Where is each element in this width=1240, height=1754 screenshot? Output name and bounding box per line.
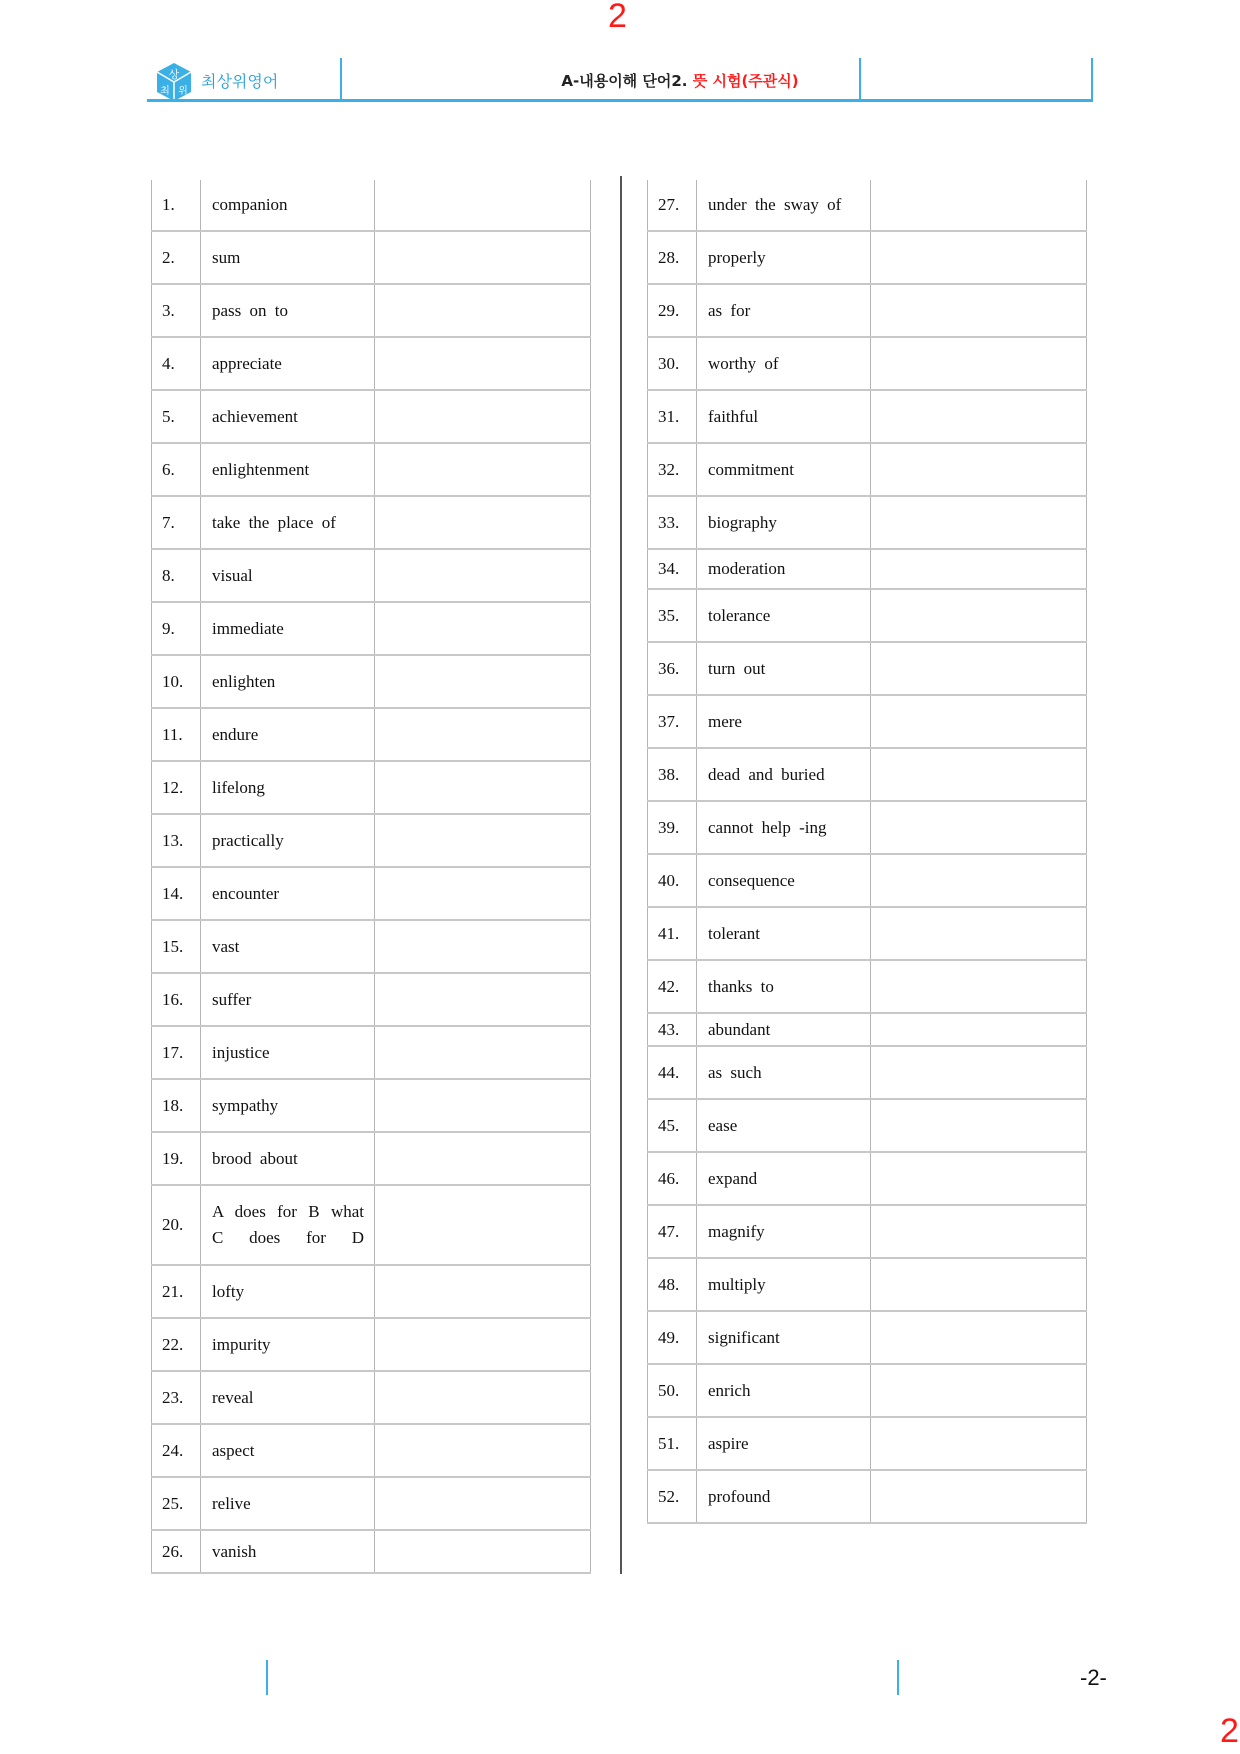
vocab-word: sympathy bbox=[201, 1079, 375, 1132]
table-row bbox=[648, 1417, 1087, 1470]
table-row bbox=[648, 231, 1087, 284]
item-number: 46. bbox=[648, 1152, 697, 1205]
answer-cell[interactable] bbox=[871, 1046, 1087, 1099]
table-row bbox=[152, 761, 591, 814]
answer-cell[interactable] bbox=[375, 1318, 591, 1371]
item-number: 3. bbox=[152, 284, 201, 337]
table-row bbox=[648, 1364, 1087, 1417]
table-row bbox=[152, 655, 591, 708]
vocab-word: faithful bbox=[697, 390, 871, 443]
table-row bbox=[152, 1185, 591, 1265]
item-number: 15. bbox=[152, 920, 201, 973]
table-row bbox=[648, 907, 1087, 960]
table-row bbox=[648, 1013, 1087, 1046]
answer-cell[interactable] bbox=[871, 960, 1087, 1013]
answer-cell[interactable] bbox=[375, 1530, 591, 1573]
brand-name: 최상위영어 bbox=[201, 72, 279, 91]
table-row bbox=[152, 1530, 591, 1573]
vocab-word: encounter bbox=[201, 867, 375, 920]
answer-cell[interactable] bbox=[375, 814, 591, 867]
table-row bbox=[152, 337, 591, 390]
item-number: 1. bbox=[152, 180, 201, 231]
footer-divider bbox=[897, 1660, 899, 1695]
item-number: 28. bbox=[648, 231, 697, 284]
answer-cell[interactable] bbox=[871, 1311, 1087, 1364]
table-row bbox=[152, 443, 591, 496]
item-number: 29. bbox=[648, 284, 697, 337]
item-number: 23. bbox=[152, 1371, 201, 1424]
answer-cell[interactable] bbox=[871, 337, 1087, 390]
vocab-word: worthy of bbox=[697, 337, 871, 390]
answer-cell[interactable] bbox=[375, 1265, 591, 1318]
table-row bbox=[648, 443, 1087, 496]
table-row bbox=[648, 337, 1087, 390]
answer-cell[interactable] bbox=[871, 1364, 1087, 1417]
item-number: 48. bbox=[648, 1258, 697, 1311]
vocab-word: achievement bbox=[201, 390, 375, 443]
vocab-word: lofty bbox=[201, 1265, 375, 1318]
vocab-word: aspire bbox=[697, 1417, 871, 1470]
vocab-word: vanish bbox=[201, 1530, 375, 1573]
item-number: 37. bbox=[648, 695, 697, 748]
page-mark-bottom: 2 bbox=[1220, 1712, 1239, 1750]
answer-cell[interactable] bbox=[375, 602, 591, 655]
table-row bbox=[152, 814, 591, 867]
answer-cell[interactable] bbox=[375, 390, 591, 443]
item-number: 13. bbox=[152, 814, 201, 867]
table-row bbox=[648, 960, 1087, 1013]
page-mark-top: 2 bbox=[608, 0, 627, 35]
table-row bbox=[152, 1265, 591, 1318]
vocab-word: appreciate bbox=[201, 337, 375, 390]
vocab-word: vast bbox=[201, 920, 375, 973]
answer-cell[interactable] bbox=[375, 231, 591, 284]
vocab-word: sum bbox=[201, 231, 375, 284]
vocab-word: tolerant bbox=[697, 907, 871, 960]
item-number: 2. bbox=[152, 231, 201, 284]
vocab-word: relive bbox=[201, 1477, 375, 1530]
item-number: 25. bbox=[152, 1477, 201, 1530]
vocab-word: commitment bbox=[697, 443, 871, 496]
table-row bbox=[648, 549, 1087, 589]
answer-cell[interactable] bbox=[871, 695, 1087, 748]
vocab-word: turn out bbox=[697, 642, 871, 695]
answer-cell[interactable] bbox=[871, 1258, 1087, 1311]
item-number: 4. bbox=[152, 337, 201, 390]
vocab-word: under the sway of bbox=[697, 180, 871, 231]
table-row bbox=[152, 390, 591, 443]
answer-cell[interactable] bbox=[871, 1470, 1087, 1523]
table-row bbox=[152, 602, 591, 655]
item-number: 17. bbox=[152, 1026, 201, 1079]
answer-cell[interactable] bbox=[871, 1152, 1087, 1205]
table-row bbox=[152, 1477, 591, 1530]
table-row bbox=[152, 1371, 591, 1424]
answer-cell[interactable] bbox=[375, 337, 591, 390]
page-header bbox=[147, 58, 1093, 102]
answer-cell[interactable] bbox=[375, 180, 591, 231]
item-number: 51. bbox=[648, 1417, 697, 1470]
table-row bbox=[152, 180, 591, 231]
table-row bbox=[152, 973, 591, 1026]
table-row bbox=[648, 1152, 1087, 1205]
vocab-word: aspect bbox=[201, 1424, 375, 1477]
answer-cell[interactable] bbox=[375, 973, 591, 1026]
vocab-word: suffer bbox=[201, 973, 375, 1026]
item-number: 38. bbox=[648, 748, 697, 801]
table-row bbox=[648, 1046, 1087, 1099]
logo-char-right: 위 bbox=[178, 86, 188, 97]
item-number: 11. bbox=[152, 708, 201, 761]
item-number: 22. bbox=[152, 1318, 201, 1371]
item-number: 34. bbox=[648, 549, 697, 589]
item-number: 20. bbox=[152, 1185, 201, 1265]
title-highlight: 뜻 시험(주관식) bbox=[692, 72, 799, 90]
vocab-word: lifelong bbox=[201, 761, 375, 814]
table-row bbox=[152, 1079, 591, 1132]
vocab-word: A does for B what C does for D bbox=[201, 1185, 375, 1265]
answer-cell[interactable] bbox=[871, 1205, 1087, 1258]
page-title bbox=[343, 70, 1017, 91]
answer-cell[interactable] bbox=[871, 496, 1087, 549]
answer-cell[interactable] bbox=[871, 1013, 1087, 1046]
vocab-word: profound bbox=[697, 1470, 871, 1523]
vocab-word: enlightenment bbox=[201, 443, 375, 496]
table-row bbox=[152, 231, 591, 284]
answer-cell[interactable] bbox=[375, 1026, 591, 1079]
item-number: 5. bbox=[152, 390, 201, 443]
footer-divider bbox=[266, 1660, 268, 1695]
vocab-word: magnify bbox=[697, 1205, 871, 1258]
item-number: 16. bbox=[152, 973, 201, 1026]
vocab-word: properly bbox=[697, 231, 871, 284]
item-number: 50. bbox=[648, 1364, 697, 1417]
item-number: 10. bbox=[152, 655, 201, 708]
item-number: 41. bbox=[648, 907, 697, 960]
item-number: 44. bbox=[648, 1046, 697, 1099]
vocab-word: brood about bbox=[201, 1132, 375, 1185]
item-number: 42. bbox=[648, 960, 697, 1013]
vocab-word: companion bbox=[201, 180, 375, 231]
table-row bbox=[152, 1026, 591, 1079]
vocab-word: dead and buried bbox=[697, 748, 871, 801]
vocab-word: enlighten bbox=[201, 655, 375, 708]
answer-cell[interactable] bbox=[375, 867, 591, 920]
answer-cell[interactable] bbox=[871, 443, 1087, 496]
answer-cell[interactable] bbox=[375, 1079, 591, 1132]
answer-cell[interactable] bbox=[375, 920, 591, 973]
item-number: 12. bbox=[152, 761, 201, 814]
item-number: 26. bbox=[152, 1530, 201, 1573]
table-row bbox=[648, 1205, 1087, 1258]
vocab-word: abundant bbox=[697, 1013, 871, 1046]
vocab-word: multiply bbox=[697, 1258, 871, 1311]
header-underline bbox=[147, 99, 1093, 102]
answer-cell[interactable] bbox=[375, 655, 591, 708]
vocab-word: moderation bbox=[697, 549, 871, 589]
item-number: 45. bbox=[648, 1099, 697, 1152]
item-number: 24. bbox=[152, 1424, 201, 1477]
item-number: 27. bbox=[648, 180, 697, 231]
answer-cell[interactable] bbox=[871, 1099, 1087, 1152]
answer-cell[interactable] bbox=[871, 801, 1087, 854]
table-row bbox=[152, 920, 591, 973]
item-number: 47. bbox=[648, 1205, 697, 1258]
vocab-word: tolerance bbox=[697, 589, 871, 642]
answer-cell[interactable] bbox=[375, 549, 591, 602]
vocab-word: endure bbox=[201, 708, 375, 761]
table-row bbox=[152, 708, 591, 761]
answer-cell[interactable] bbox=[871, 854, 1087, 907]
vocab-word: practically bbox=[201, 814, 375, 867]
item-number: 39. bbox=[648, 801, 697, 854]
answer-cell[interactable] bbox=[375, 496, 591, 549]
answer-cell[interactable] bbox=[871, 589, 1087, 642]
vocab-word: as such bbox=[697, 1046, 871, 1099]
logo-char-top: 상 bbox=[168, 68, 180, 81]
table-row bbox=[152, 867, 591, 920]
vocab-word: ease bbox=[697, 1099, 871, 1152]
table-row bbox=[152, 549, 591, 602]
vocab-word: reveal bbox=[201, 1371, 375, 1424]
vocab-word: enrich bbox=[697, 1364, 871, 1417]
column-separator bbox=[620, 176, 622, 1574]
vocab-word: mere bbox=[697, 695, 871, 748]
answer-cell[interactable] bbox=[871, 180, 1087, 231]
table-row bbox=[648, 1311, 1087, 1364]
item-number: 30. bbox=[648, 337, 697, 390]
table-row bbox=[648, 854, 1087, 907]
table-row bbox=[152, 284, 591, 337]
vocab-word: expand bbox=[697, 1152, 871, 1205]
answer-cell[interactable] bbox=[871, 549, 1087, 589]
item-number: 52. bbox=[648, 1470, 697, 1523]
answer-cell[interactable] bbox=[375, 443, 591, 496]
table-row bbox=[648, 180, 1087, 231]
table-row bbox=[648, 284, 1087, 337]
table-row bbox=[648, 589, 1087, 642]
vocab-word: as for bbox=[697, 284, 871, 337]
vocab-word: injustice bbox=[201, 1026, 375, 1079]
item-number: 14. bbox=[152, 867, 201, 920]
table-row bbox=[152, 1132, 591, 1185]
header-divider bbox=[1091, 58, 1093, 102]
vocab-word: consequence bbox=[697, 854, 871, 907]
vocab-word: immediate bbox=[201, 602, 375, 655]
vocab-word: cannot help -ing bbox=[697, 801, 871, 854]
item-number: 31. bbox=[648, 390, 697, 443]
table-row bbox=[648, 1099, 1087, 1152]
hexagon-logo-icon bbox=[155, 62, 193, 102]
header-divider bbox=[340, 58, 342, 102]
item-number: 8. bbox=[152, 549, 201, 602]
answer-cell[interactable] bbox=[375, 761, 591, 814]
table-row bbox=[648, 748, 1087, 801]
item-number: 18. bbox=[152, 1079, 201, 1132]
answer-cell[interactable] bbox=[871, 231, 1087, 284]
table-row bbox=[152, 1424, 591, 1477]
answer-cell[interactable] bbox=[871, 907, 1087, 960]
item-number: 49. bbox=[648, 1311, 697, 1364]
title-main: A-내용이해 단어2. bbox=[561, 72, 688, 90]
item-number: 6. bbox=[152, 443, 201, 496]
item-number: 40. bbox=[648, 854, 697, 907]
item-number: 36. bbox=[648, 642, 697, 695]
page-number: -2- bbox=[1080, 1665, 1107, 1690]
table-row bbox=[648, 801, 1087, 854]
item-number: 19. bbox=[152, 1132, 201, 1185]
item-number: 43. bbox=[648, 1013, 697, 1046]
vocab-word: visual bbox=[201, 549, 375, 602]
item-number: 21. bbox=[152, 1265, 201, 1318]
header-divider bbox=[859, 58, 861, 102]
item-number: 33. bbox=[648, 496, 697, 549]
table-row bbox=[648, 695, 1087, 748]
answer-cell[interactable] bbox=[871, 1417, 1087, 1470]
logo-char-left: 최 bbox=[160, 86, 170, 97]
answer-cell[interactable] bbox=[871, 642, 1087, 695]
vocab-word: thanks to bbox=[697, 960, 871, 1013]
vocab-word: significant bbox=[697, 1311, 871, 1364]
answer-cell[interactable] bbox=[375, 1424, 591, 1477]
vocab-word: take the place of bbox=[201, 496, 375, 549]
answer-cell[interactable] bbox=[375, 284, 591, 337]
vocab-word: pass on to bbox=[201, 284, 375, 337]
table-row bbox=[152, 1318, 591, 1371]
answer-cell[interactable] bbox=[871, 748, 1087, 801]
answer-cell[interactable] bbox=[375, 708, 591, 761]
table-row bbox=[648, 1470, 1087, 1523]
item-number: 9. bbox=[152, 602, 201, 655]
item-number: 35. bbox=[648, 589, 697, 642]
table-row bbox=[648, 642, 1087, 695]
table-row bbox=[648, 496, 1087, 549]
answer-cell[interactable] bbox=[871, 284, 1087, 337]
answer-cell[interactable] bbox=[375, 1477, 591, 1530]
answer-cell[interactable] bbox=[375, 1185, 591, 1265]
answer-cell[interactable] bbox=[871, 390, 1087, 443]
vocab-table-left bbox=[151, 180, 591, 1574]
table-row bbox=[152, 496, 591, 549]
vocab-word: impurity bbox=[201, 1318, 375, 1371]
answer-cell[interactable] bbox=[375, 1132, 591, 1185]
item-number: 32. bbox=[648, 443, 697, 496]
vocab-word: biography bbox=[697, 496, 871, 549]
answer-cell[interactable] bbox=[375, 1371, 591, 1424]
vocab-table-right bbox=[647, 180, 1087, 1524]
table-row bbox=[648, 390, 1087, 443]
table-row bbox=[648, 1258, 1087, 1311]
item-number: 7. bbox=[152, 496, 201, 549]
